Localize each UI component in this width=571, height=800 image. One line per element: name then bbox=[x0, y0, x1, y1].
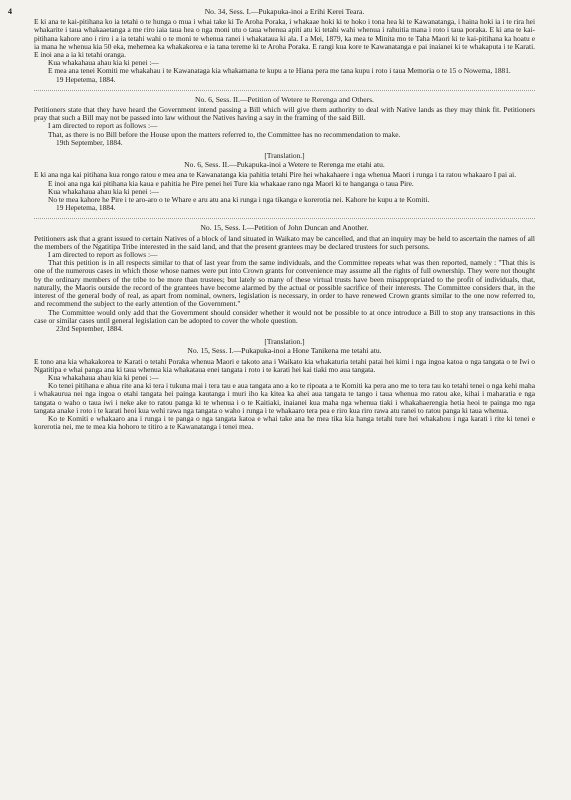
petition-heading: No. 6, Sess. II.—Pukapuka-inoi a Wetere te Rerenga me etahi atu. bbox=[184, 160, 385, 170]
paragraph: That this petition is in all respects similar to that of last year from the same individuals, and the Committee repeats what was then reported, namely : "That this is one of the numerous cases in which those whose names were put into Crown grants for convenience may assume all the rights of full ownership. They were not thought by the ordinary members of the tribe to be more than trustees; but lately so many of these virtual trusts have been misappropriated to the profit of individuals, that, naturally, the Maoris outside the record of the grantees have become alarmed by the actual or possible sacrifice of their interests. The Committee considers that, in the interest of the general body of real, as apart from nominal, owners, legislation is necessary, in order to have renewed Crown grants similar to the one now referred to, and recommend the subject to the early attention of the Government." bbox=[34, 258, 535, 309]
petition-heading: No. 15, Sess. I.—Petition of John Duncan and Another. bbox=[200, 223, 369, 233]
paragraph: Ko tenei pitihana e ahua rite ana ki tera i tukuna mai i tera tau e aua tangata ano a ko te ripoata a te Komiti ka pera ano me to tera tau ko tetahi tenei o nga kehi maha i whakaurua nei nga ingoa o etahi tangata hei painga kautanga i muri iho ka kitea ka ahei aua tangata te tango i taua whenua mo ratou ake, kihai i maharatia e nga tangata o waho o taua iwi i neke ake to ratou panga ki te whenua i o te Kaitiaki, inaianei kua maha nga whenua tiaki i whakahaerengia hetia heoi te painga mo nga tangata anake i roto i te karati heoi kua wehi rawa nga tangata o waho i runga i te whakaaro tera pea e riro kua riro rawa atu ranei to ratou panga ki taua whenua. bbox=[34, 381, 535, 415]
report-date: 19th September, 1884. bbox=[56, 137, 123, 147]
petition-heading: No. 6, Sess. II.—Petition of Wetere te Rerenga and Others. bbox=[195, 94, 374, 104]
paragraph: Petitioners ask that a grant issued to certain Natives of a block of land situated in Waikato may be cancelled, and that an inquiry may be held to ascertain the names of all the members of the Ngatitipa Tribe interested in the said land, and that the present grantees may be declared trustees for such persons. bbox=[34, 233, 535, 251]
paragraph: E tono ana kia whakakorea te Karati o tetahi Poraka whenua Maori e takoto ana i Waikato kia whakaturia tetahi patai hei kimi i nga ingoa katoa o nga tangata o te Iwi o Ngatitipa e whai panga ana ki taua whenua kia whakataua enei tangata i roto i te karati hei kai tiaki mo aua tangata. bbox=[34, 356, 535, 374]
paragraph: E ki ana te kai-pitihana ko ia tetahi o te hunga o mua i whai take ki Te Aroha Poraka, i whakaae hoki ki te hoko i tona hea ki te Kawanatanga, i haina hoki ia i te rira hei whakarite i taua whakaaetanga a me riro iaia taua hea o nga moni utu o taua whenua apiti atu ki tetahi wahi whenua i rahuitia mana i roto i taua poraka. E ki ana te kai-pitihana kahore ano i riro i a ia tetahi wahi o te moni te whenua ranei i whakataua ki ala. I a Mei, 1879, ka mea te Minita mo te Taha Maori ki te kai-pitihana ka hoatu e ia mana he whenua kia 50 eka, mehemea ka whakakorea e ia tana tereme ki te Aroha Poraka. E rangi kua kore te Kawanatanga e pai inaianei ki te whakaputa i te Karati. E inoi ana a ia ki tetahi oranga. bbox=[34, 17, 535, 60]
paragraph: E inoi ana nga kai pitihana kia kaua e pahitia he Pire penei hei Ture kia whakaae rano nga Maori ki te hanganga o taua Pire. bbox=[48, 178, 414, 188]
paragraph: Ko te Komiti e whakaaro ana i runga i te panga o nga tangata katoa e whai take ana he mea tika kia hanga tetahi ture hei whakahou i nga karati i rite ki tenei e korerotia nei, me te mea kia hohoro te titiro a te Kawanatanga i tenei mea. bbox=[34, 413, 535, 432]
petition-heading: No. 15, Sess. I.—Pukapuka-inoi a Hone Tanikena me tetahi atu. bbox=[187, 346, 382, 356]
section-divider bbox=[34, 218, 535, 219]
paragraph: E ki ana nga kai pitihana kua rongo ratou e mea ana te Kawanatanga kia pahitia tetahi Pire hei whakahaere i nga whenua Maori i runga i ta ratou whakaaro I pai ai. bbox=[34, 170, 517, 180]
paragraph: Kua whakahaua ahau kia ki penei :— bbox=[48, 58, 159, 68]
report-date: 23rd September, 1884. bbox=[56, 323, 124, 333]
paragraph: Kua whakahaua ahau kia ki penei :— bbox=[48, 372, 159, 382]
translation-label: [Translation.] bbox=[264, 151, 305, 161]
page-number: 4 bbox=[8, 7, 12, 16]
section-divider bbox=[34, 90, 535, 91]
paragraph: Kua whakahaua ahau kia ki penei :— bbox=[48, 186, 159, 196]
paragraph: The Committee would only add that the Government should consider whether it would not be possible to at once introduce a Bill to stop any transactions in this case or similar cases until general legislation can be adopted to cover the whole question. bbox=[34, 307, 535, 325]
paragraph: I am directed to report as follows :— bbox=[48, 121, 158, 131]
paragraph: That, as there is no Bill before the House upon the matters referred to, the Committee has no recommendation to make. bbox=[48, 129, 401, 139]
paragraph: No te mea kahore he Pire i te aro-aro o te Whare e aru atu ana ki runga i nga tikanga e korerotia nei. Kahore he kupu a te Komiti. bbox=[48, 195, 430, 205]
petition-heading: No. 34, Sess. I.—Pukapuka-inoi a Erihi Kerei Teara. bbox=[204, 7, 365, 16]
translation-label: [Translation.] bbox=[264, 337, 305, 347]
paragraph: Petitioners state that they have heard the Government intend passing a Bill which will give them authority to deal with Native lands as they may think fit. Petitioners pray that such a Bill may not be passed into law without the Natives having a say in the framing of the said Bill. bbox=[34, 105, 535, 123]
document-body bbox=[34, 8, 535, 431]
paragraph: I am directed to report as follows :— bbox=[48, 250, 158, 260]
report-date: 19 Hepetema, 1884. bbox=[56, 74, 116, 84]
paragraph: E mea ana tenei Komiti me whakahau i te Kawanataga kia whakamana te kupu a te Hiana pera me tana kupu i roto i taua Memoria o te 15 o Nowema, 1881. bbox=[48, 66, 511, 76]
report-date: 19 Hepetema, 1884. bbox=[56, 203, 116, 213]
